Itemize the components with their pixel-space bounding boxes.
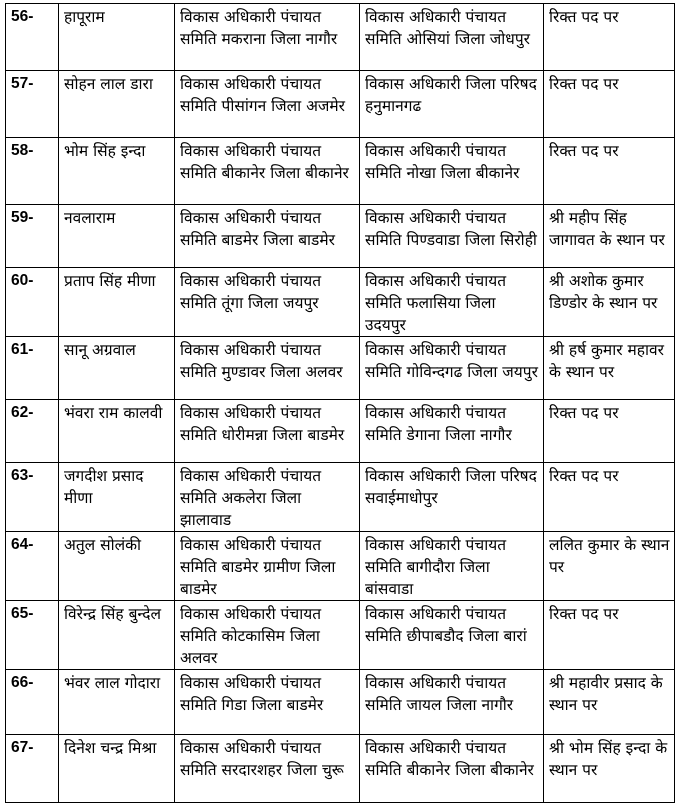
new-posting: विकास अधिकारी पंचायत समिति जायल जिला नागौर (360, 670, 544, 735)
current-posting: विकास अधिकारी पंचायत समिति मकराना जिला नागौर (175, 4, 360, 71)
remark: श्री महीप सिंह जागावत के स्थान पर (544, 205, 675, 268)
serial-number: 65- (6, 601, 59, 670)
current-posting: विकास अधिकारी पंचायत समिति बीकानेर जिला बीकानेर (175, 138, 360, 205)
transfer-table (5, 3, 675, 803)
transfer-table-body (6, 4, 675, 803)
officer-name: जगदीश प्रसाद मीणा (59, 463, 175, 532)
table-row (6, 601, 675, 670)
remark: रिक्त पद पर (544, 463, 675, 532)
table-row (6, 71, 675, 138)
current-posting: विकास अधिकारी पंचायत समिति अकलेरा जिला झालावाड (175, 463, 360, 532)
table-row (6, 268, 675, 337)
current-posting: विकास अधिकारी पंचायत समिति धोरीमन्ना जिला बाडमेर (175, 400, 360, 463)
current-posting: विकास अधिकारी पंचायत समिति गिडा जिला बाडमेर (175, 670, 360, 735)
remark: रिक्त पद पर (544, 601, 675, 670)
officer-name: दिनेश चन्द्र मिश्रा (59, 735, 175, 803)
table-row (6, 205, 675, 268)
serial-number: 64- (6, 532, 59, 601)
officer-name: भंवरा राम कालवी (59, 400, 175, 463)
current-posting: विकास अधिकारी पंचायत समिति मुण्डावर जिला अलवर (175, 337, 360, 400)
new-posting: विकास अधिकारी पंचायत समिति बागीदौरा जिला बांसवाडा (360, 532, 544, 601)
current-posting: विकास अधिकारी पंचायत समिति सरदारशहर जिला चुरू (175, 735, 360, 803)
table-row (6, 463, 675, 532)
remark: श्री हर्ष कुमार महावर के स्थान पर (544, 337, 675, 400)
table-row (6, 400, 675, 463)
new-posting: विकास अधिकारी पंचायत समिति गोविन्दगढ जिला जयपुर (360, 337, 544, 400)
remark: रिक्त पद पर (544, 400, 675, 463)
new-posting: विकास अधिकारी पंचायत समिति नोखा जिला बीकानेर (360, 138, 544, 205)
new-posting: विकास अधिकारी पंचायत समिति बीकानेर जिला बीकानेर (360, 735, 544, 803)
remark: श्री अशोक कुमार डिण्डोर के स्थान पर (544, 268, 675, 337)
serial-number: 63- (6, 463, 59, 532)
remark: श्री भोम सिंह इन्दा के स्थान पर (544, 735, 675, 803)
remark: रिक्त पद पर (544, 138, 675, 205)
table-row (6, 532, 675, 601)
officer-name: सोहन लाल डारा (59, 71, 175, 138)
serial-number: 62- (6, 400, 59, 463)
current-posting: विकास अधिकारी पंचायत समिति बाडमेर ग्रामीण जिला बाडमेर (175, 532, 360, 601)
new-posting: विकास अधिकारी पंचायत समिति ओसियां जिला जोधपुर (360, 4, 544, 71)
officer-name: प्रताप सिंह मीणा (59, 268, 175, 337)
new-posting: विकास अधिकारी पंचायत समिति डेगाना जिला नागौर (360, 400, 544, 463)
table-row (6, 735, 675, 803)
officer-name: विरेन्द्र सिंह बुन्देल (59, 601, 175, 670)
serial-number: 67- (6, 735, 59, 803)
serial-number: 59- (6, 205, 59, 268)
current-posting: विकास अधिकारी पंचायत समिति पीसांगन जिला अजमेर (175, 71, 360, 138)
remark: रिक्त पद पर (544, 4, 675, 71)
current-posting: विकास अधिकारी पंचायत समिति बाडमेर जिला बाडमेर (175, 205, 360, 268)
new-posting: विकास अधिकारी पंचायत समिति फलासिया जिला उदयपुर (360, 268, 544, 337)
new-posting: विकास अधिकारी पंचायत समिति पिण्डवाडा जिला सिरोही (360, 205, 544, 268)
serial-number: 57- (6, 71, 59, 138)
officer-name: सानू अग्रवाल (59, 337, 175, 400)
table-row (6, 337, 675, 400)
remark: ललित कुमार के स्थान पर (544, 532, 675, 601)
table-row (6, 4, 675, 71)
new-posting: विकास अधिकारी जिला परिषद सवाईमाधोपुर (360, 463, 544, 532)
serial-number: 60- (6, 268, 59, 337)
new-posting: विकास अधिकारी पंचायत समिति छीपाबडौद जिला बारां (360, 601, 544, 670)
serial-number: 58- (6, 138, 59, 205)
remark: श्री महावीर प्रसाद के स्थान पर (544, 670, 675, 735)
officer-name: हापूराम (59, 4, 175, 71)
serial-number: 61- (6, 337, 59, 400)
officer-name: भोम सिंह इन्दा (59, 138, 175, 205)
current-posting: विकास अधिकारी पंचायत समिति कोटकासिम जिला अलवर (175, 601, 360, 670)
table-row (6, 670, 675, 735)
serial-number: 56- (6, 4, 59, 71)
remark: रिक्त पद पर (544, 71, 675, 138)
officer-name: नवलाराम (59, 205, 175, 268)
new-posting: विकास अधिकारी जिला परिषद हनुमानगढ (360, 71, 544, 138)
officer-name: अतुल सोलंकी (59, 532, 175, 601)
serial-number: 66- (6, 670, 59, 735)
current-posting: विकास अधिकारी पंचायत समिति तूंगा जिला जयपुर (175, 268, 360, 337)
table-row (6, 138, 675, 205)
officer-name: भंवर लाल गोदारा (59, 670, 175, 735)
